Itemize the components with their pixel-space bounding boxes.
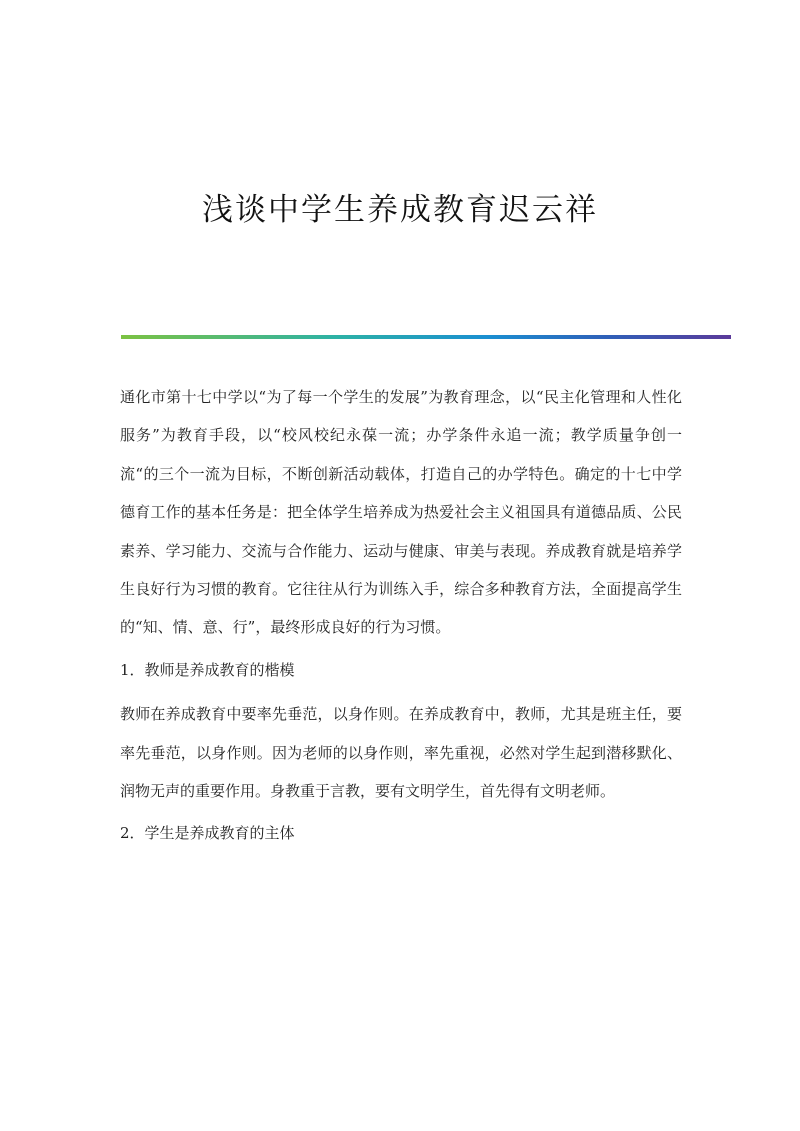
body-paragraph: 通化市第十七中学以“为了每一个学生的发展”为教育理念，以“民主化管理和人性化服务”为教育手段，以“校风校纪永葆一流；办学条件永追一流；教学质量争创一流“的三个一流为目标，不断创新活动载体，打造自己的办学特色。确定的十七中学德育工作的基本任务是：把全体学生培养成为热爱社会主义祖国具有道德品质、公民素养、学习能力、交流与合作能力、运动与健康、审美与表现。养成教育就是培养学生良好行为习惯的教育。它往往从行为训练入手，综合多种教育方法，全面提高学生的“知、情、意、行”，最终形成良好的行为习惯。 <box>120 388 682 637</box>
body-paragraph: 教师在养成教育中要率先垂范，以身作则。在养成教育中，教师，尤其是班主任，要率先垂范，以身作则。因为老师的以身作则，率先重视，必然对学生起到潜移默化、润物无声的重要作用。身教重于言教，要有文明学生，首先得有文明老师。 <box>120 705 682 801</box>
section-heading: 2．学生是养成教育的主体 <box>120 824 295 843</box>
title-divider <box>121 335 731 339</box>
document-body <box>120 378 682 859</box>
section-heading: 1．教师是养成教育的楷模 <box>120 660 295 679</box>
document-title: 浅谈中学生养成教育迟云祥 <box>202 192 598 228</box>
